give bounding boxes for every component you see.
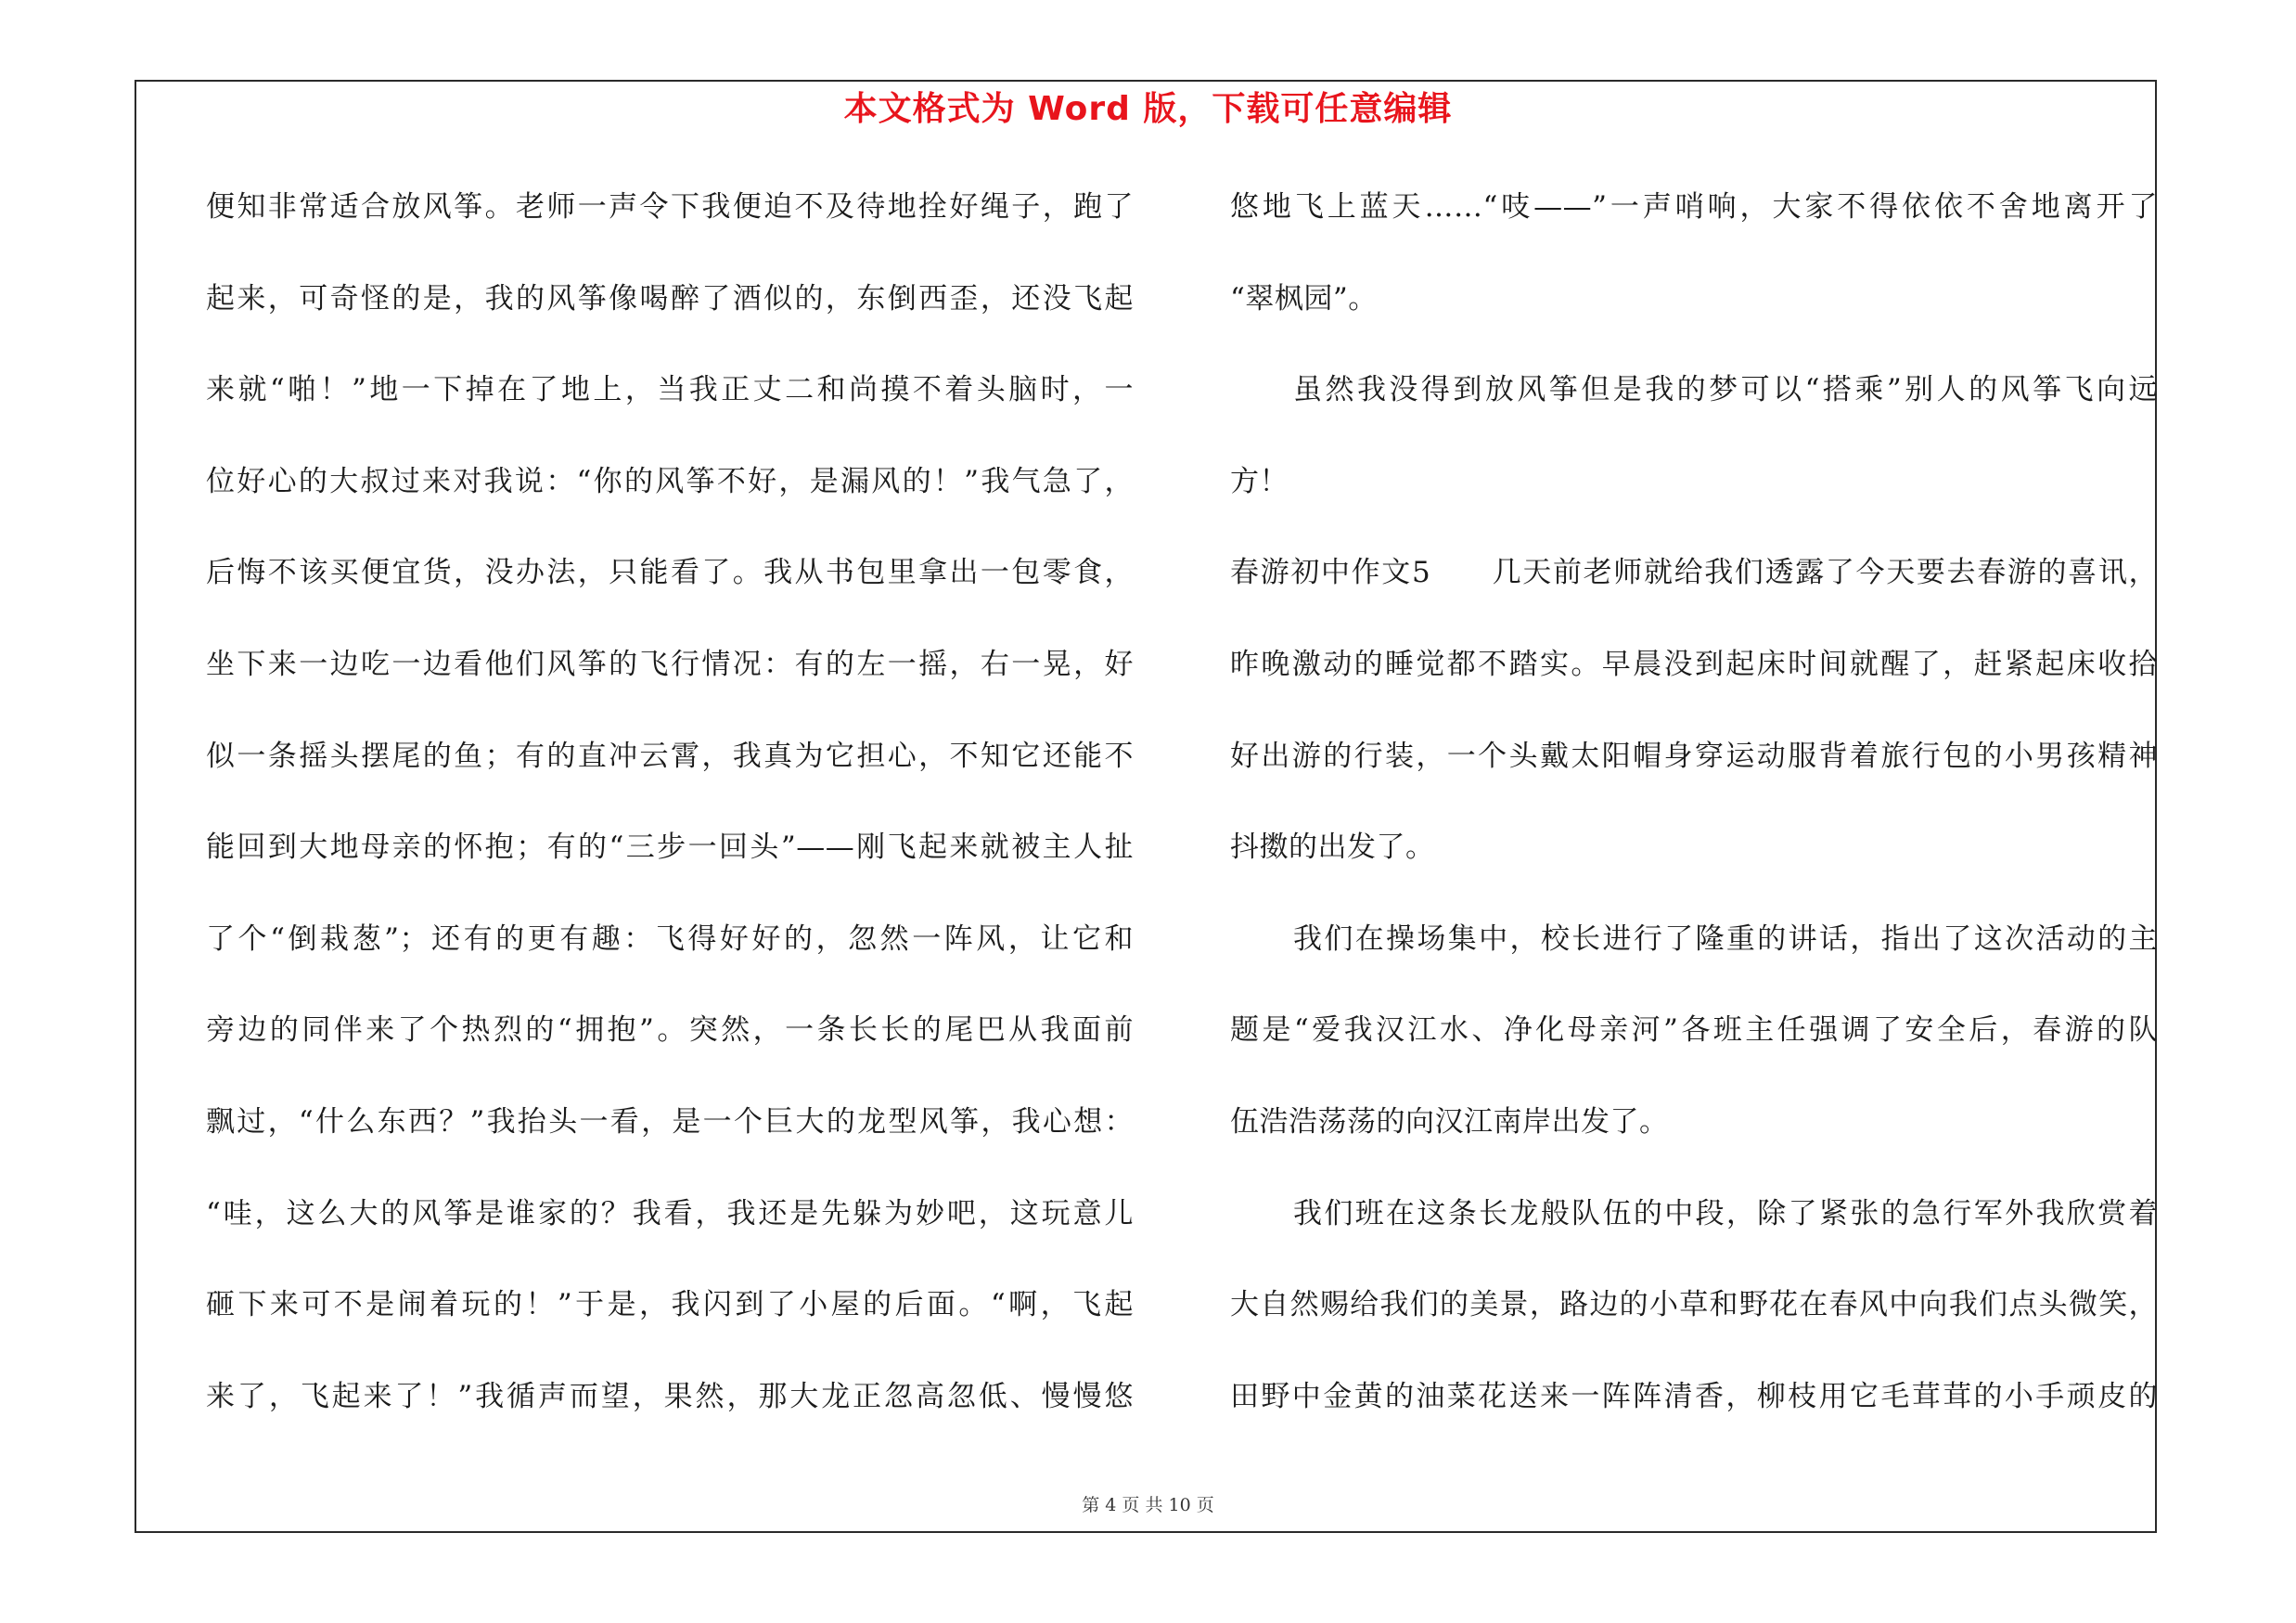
text-line: “哇，这么大的风筝是谁家的？我看，我还是先躲为妙吧，这玩意儿 bbox=[206, 1196, 1134, 1230]
text-line: 好出游的行装，一个头戴太阳帽身穿运动服背着旅行包的小男孩精神 bbox=[1230, 739, 2158, 773]
text-line: 虽然我没得到放风筝但是我的梦可以“搭乘”别人的风筝飞向远 bbox=[1293, 373, 2158, 407]
text-line: 伍浩浩荡荡的向汉江南岸出发了。 bbox=[1230, 1105, 1669, 1139]
text-line: 来就“啪！”地一下掉在了地上，当我正丈二和尚摸不着头脑时，一 bbox=[206, 373, 1134, 407]
text-line: 便知非常适合放风筝。老师一声令下我便迫不及待地拴好绳子，跑了 bbox=[206, 190, 1134, 224]
text-line: 大自然赐给我们的美景，路边的小草和野花在春风中向我们点头微笑， bbox=[1230, 1288, 2158, 1322]
text-line: 来了，飞起来了！”我循声而望，果然，那大龙正忽高忽低、慢慢悠 bbox=[206, 1379, 1134, 1413]
text-line: 了个“倒栽葱”；还有的更有趣：飞得好好的，忽然一阵风，让它和 bbox=[206, 921, 1134, 956]
text-line: 坐下来一边吃一边看他们风筝的飞行情况：有的左一摇，右一晃，好 bbox=[206, 648, 1134, 681]
text-line: 起来，可奇怪的是，我的风筝像喝醉了酒似的，东倒西歪，还没飞起 bbox=[206, 281, 1134, 316]
text-line: 昨晚激动的睡觉都不踏实。早晨没到起床时间就醒了，赶紧起床收拾 bbox=[1230, 648, 2158, 681]
text-line: 题是“爱我汉江水、净化母亲河”各班主任强调了安全后，春游的队 bbox=[1230, 1013, 2158, 1048]
text-line: 悠地飞上蓝天……“吱——”一声哨响，大家不得依依不舍地离开了 bbox=[1230, 190, 2158, 224]
text-line: “翠枫园”。 bbox=[1230, 281, 1378, 316]
text-line: 后悔不该买便宜货，没办法，只能看了。我从书包里拿出一包零食， bbox=[206, 556, 1134, 590]
text-line: 旁边的同伴来了个热烈的“拥抱”。突然，一条长长的尾巴从我面前 bbox=[206, 1013, 1134, 1048]
text-line: 春游初中作文5 几天前老师就给我们透露了今天要去春游的喜讯， bbox=[1230, 556, 2158, 590]
page-number-footer: 第 4 页 共 10 页 bbox=[1082, 1495, 1214, 1515]
text-line: 能回到大地母亲的怀抱；有的“三步一回头”——刚飞起来就被主人扯 bbox=[206, 831, 1134, 865]
text-line: 抖擞的出发了。 bbox=[1230, 831, 1435, 865]
text-line: 田野中金黄的油菜花送来一阵阵清香，柳枝用它毛茸茸的小手顽皮的 bbox=[1230, 1379, 2158, 1413]
text-line: 位好心的大叔过来对我说：“你的风筝不好，是漏风的！”我气急了， bbox=[206, 464, 1134, 498]
text-line: 我们班在这条长龙般队伍的中段，除了紧张的急行军外我欣赏着 bbox=[1293, 1196, 2158, 1230]
format-banner: 本文格式为 Word 版，下载可任意编辑 bbox=[843, 90, 1453, 128]
text-line: 我们在操场集中，校长进行了隆重的讲话，指出了这次活动的主 bbox=[1293, 921, 2158, 956]
text-line: 似一条摇头摆尾的鱼；有的直冲云霄，我真为它担心，不知它还能不 bbox=[206, 739, 1134, 773]
text-line: 砸下来可不是闹着玩的！”于是，我闪到了小屋的后面。“啊，飞起 bbox=[206, 1288, 1134, 1322]
text-line: 飘过，“什么东西？”我抬头一看，是一个巨大的龙型风筝，我心想： bbox=[206, 1105, 1134, 1139]
text-line: 方！ bbox=[1230, 464, 1289, 498]
